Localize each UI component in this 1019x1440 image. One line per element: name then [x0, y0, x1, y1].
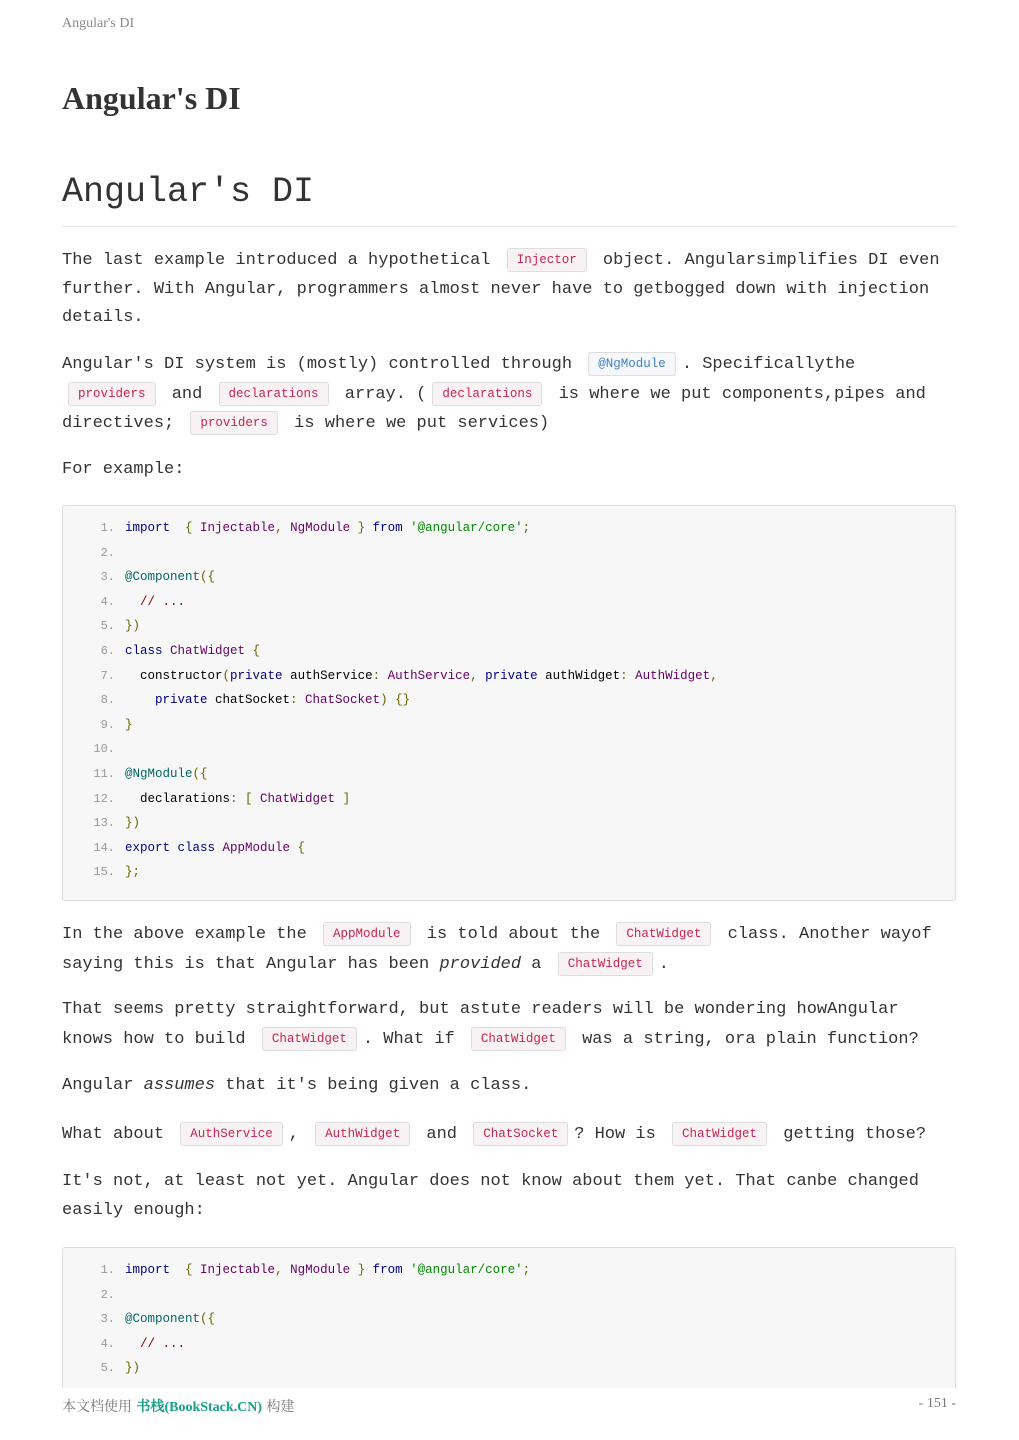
p4-text-3: class. Another wayof saying this is that Angular has been [62, 925, 932, 974]
code-token: AuthService [380, 668, 471, 683]
code-line [63, 541, 955, 566]
code-token: , [470, 668, 478, 683]
p2-text-3: and [171, 384, 203, 404]
code-token: NgModule [282, 521, 351, 535]
p6-emphasis: assumes [143, 1076, 216, 1095]
code-token [170, 1263, 185, 1277]
p5-text-2: . What if [362, 1029, 455, 1049]
code-token: }; [125, 865, 141, 880]
code-token: constructor [125, 668, 223, 683]
code-token: { [185, 1263, 193, 1277]
p2-text-2: . Specificallythe [681, 355, 856, 374]
code-token: @Component [125, 570, 201, 585]
p7-text-2: , [288, 1125, 299, 1144]
code-line [63, 762, 955, 787]
code-authservice: AuthService [180, 1122, 283, 1146]
code-token: Injectable [192, 1263, 276, 1277]
p1-text-2: object. Angularsimplifies DI even further. With Angular, programmers almost never have to getbogged down with injection details. [62, 251, 940, 327]
code-token: ({ [200, 570, 216, 585]
code-line [63, 1332, 955, 1357]
line-number: 3. [100, 570, 115, 585]
code-token: ( [222, 668, 231, 683]
code-token: private [125, 693, 208, 708]
code-block-1 [62, 505, 956, 901]
code-token: // ... [125, 594, 186, 609]
paragraph-3 [62, 456, 956, 485]
code-line [63, 737, 955, 762]
code-token: , [275, 1263, 283, 1277]
p4-text-2: is told about the [426, 925, 601, 944]
code-line [63, 787, 955, 812]
footer-brand-link[interactable]: 书栈(BookStack.CN) [136, 1400, 263, 1415]
p4-text-4: a [531, 954, 542, 974]
p8-text: It's not, at least not yet. Angular does not know about them yet. That canbe changed easily enough: [62, 1172, 919, 1220]
code-token: from [365, 521, 403, 535]
line-number: 5. [100, 1361, 115, 1376]
code-token: private [230, 668, 283, 683]
footer [62, 1396, 295, 1416]
code-declarations: declarations [219, 382, 329, 406]
p4-emphasis: provided [439, 954, 522, 974]
code-token: // ... [125, 1336, 186, 1351]
code-chatwidget: ChatWidget [616, 922, 711, 946]
p7-text-3: and [426, 1125, 457, 1144]
code-token: AppModule [215, 840, 291, 855]
paragraph-6 [62, 1072, 956, 1101]
line-number: 8. [100, 693, 115, 708]
line-number: 15. [93, 865, 115, 880]
code-token: authService [282, 668, 373, 683]
p7-text-4: ? How is [574, 1125, 656, 1144]
p5-text-3: was a string, ora plain function? [582, 1029, 919, 1049]
code-token: Injectable [192, 521, 276, 535]
line-number: 1. [100, 1263, 115, 1277]
code-line [63, 639, 955, 664]
p2-text-4: array. ( [344, 384, 427, 404]
code-token: : [372, 668, 381, 683]
p2-text-1: Angular's DI system is (mostly) controlled through [62, 355, 573, 374]
code-line [63, 614, 955, 639]
code-token: ({ [200, 1312, 216, 1327]
code-line [63, 1307, 955, 1332]
code-token: '@angular/core' [402, 1263, 523, 1277]
code-token: ChatWidget [162, 643, 246, 658]
p1-text-1: The last example introduced a hypothetical [62, 251, 491, 270]
line-number: 1. [100, 521, 115, 535]
p7-text-5: getting those? [783, 1125, 927, 1144]
paragraph-8 [62, 1168, 956, 1225]
line-number: 12. [93, 791, 115, 806]
code-token: }) [125, 816, 141, 831]
code-ngmodule: @NgModule [588, 352, 676, 376]
code-chatwidget-3: ChatWidget [262, 1027, 357, 1051]
code-line [63, 590, 955, 615]
line-number: 11. [93, 766, 115, 781]
code-token: ({ [192, 766, 208, 781]
code-token [170, 521, 185, 535]
p6-text-1: Angular [62, 1076, 134, 1095]
code-token: class [170, 840, 216, 855]
footer-suffix: 构建 [266, 1399, 295, 1415]
code-lines [63, 506, 955, 885]
code-line [63, 860, 955, 885]
code-chatwidget-5: ChatWidget [672, 1122, 767, 1146]
line-number: 2. [100, 1287, 115, 1302]
code-token: declarations [125, 791, 231, 806]
page-title: Angular's DI [62, 80, 241, 116]
code-line [63, 811, 955, 836]
code-token: import [125, 1263, 171, 1277]
code-token: ; [522, 521, 531, 535]
code-token: private [477, 668, 538, 683]
code-authwidget: AuthWidget [315, 1122, 410, 1146]
code-token: @NgModule [125, 766, 193, 781]
line-number: 4. [100, 594, 115, 609]
code-line [63, 1356, 955, 1381]
code-line [63, 664, 955, 689]
code-line [63, 713, 955, 738]
code-token: { [185, 521, 193, 535]
code-providers-2: providers [190, 411, 278, 435]
footer-prefix: 本文档使用 [62, 1399, 132, 1415]
code-token: '@angular/core' [402, 521, 523, 535]
p6-text-2: that it's being given a class. [225, 1076, 532, 1095]
code-token: class [125, 643, 163, 658]
code-providers: providers [68, 382, 156, 406]
code-token: : [ [230, 791, 253, 806]
code-token: }) [125, 1361, 141, 1376]
code-token: authWidget [537, 668, 621, 683]
code-token: : [620, 668, 628, 683]
code-token: AuthWidget [627, 668, 711, 683]
p5-text-1: That seems pretty straightforward, but astute readers will be wondering howAngular knows how to build [62, 1000, 899, 1049]
code-line [63, 565, 955, 590]
line-number: 5. [100, 619, 115, 634]
line-number: 14. [93, 840, 115, 855]
line-number: 3. [100, 1312, 115, 1327]
section-title: Angular's DI [62, 172, 956, 227]
code-declarations-2: declarations [432, 382, 542, 406]
paragraph-2 [62, 350, 956, 439]
code-appmodule: AppModule [323, 922, 411, 946]
running-header: Angular's DI [62, 16, 135, 31]
page-number: - 151 - [918, 1396, 956, 1411]
code-token: , [275, 521, 283, 535]
code-token: : [290, 693, 298, 708]
line-number: 13. [93, 816, 115, 831]
paragraph-5 [62, 996, 956, 1054]
code-token: }) [125, 619, 141, 634]
code-line [63, 1283, 955, 1308]
code-token: @Component [125, 1312, 201, 1327]
code-token: ChatSocket [297, 693, 381, 708]
code-token: } [350, 521, 366, 535]
code-token: NgModule [282, 1263, 351, 1277]
paragraph-4 [62, 920, 956, 979]
code-token: export [125, 840, 171, 855]
code-token: ) {} [380, 693, 411, 708]
code-line [63, 688, 955, 713]
code-chatsocket: ChatSocket [473, 1122, 568, 1146]
code-token: , [710, 668, 718, 683]
paragraph-1 [62, 246, 956, 333]
code-token: import [125, 521, 171, 535]
code-line [63, 516, 955, 541]
code-token: { [290, 840, 306, 855]
code-line [63, 1258, 955, 1283]
p2-text-6: is where we put services) [294, 414, 550, 433]
code-block-2 [62, 1247, 956, 1388]
line-number: 7. [100, 668, 115, 683]
paragraph-7 [62, 1120, 956, 1150]
code-token: ChatWidget [252, 791, 336, 806]
p3-text: For example: [62, 460, 185, 479]
code-injector: Injector [507, 248, 587, 272]
code-line [63, 836, 955, 861]
code-chatwidget-4: ChatWidget [471, 1027, 566, 1051]
line-number: 2. [100, 545, 115, 560]
line-number: 6. [100, 643, 115, 658]
code-token: ] [335, 791, 351, 806]
p7-text-1: What about [62, 1125, 165, 1144]
code-token: { [245, 643, 261, 658]
code-lines [63, 1248, 955, 1381]
code-token: chatSocket [207, 693, 291, 708]
line-number: 9. [100, 717, 115, 732]
code-token: } [125, 717, 133, 732]
p2-text-5: is where we put components,pipes and directives; [62, 384, 926, 433]
code-token: from [365, 1263, 403, 1277]
p4-text-5: . [658, 954, 669, 974]
p4-text-1: In the above example the [62, 925, 307, 944]
code-chatwidget-2: ChatWidget [558, 952, 653, 976]
code-token: } [350, 1263, 366, 1277]
line-number: 4. [100, 1336, 115, 1351]
line-number: 10. [93, 742, 115, 757]
code-token: ; [522, 1263, 531, 1277]
